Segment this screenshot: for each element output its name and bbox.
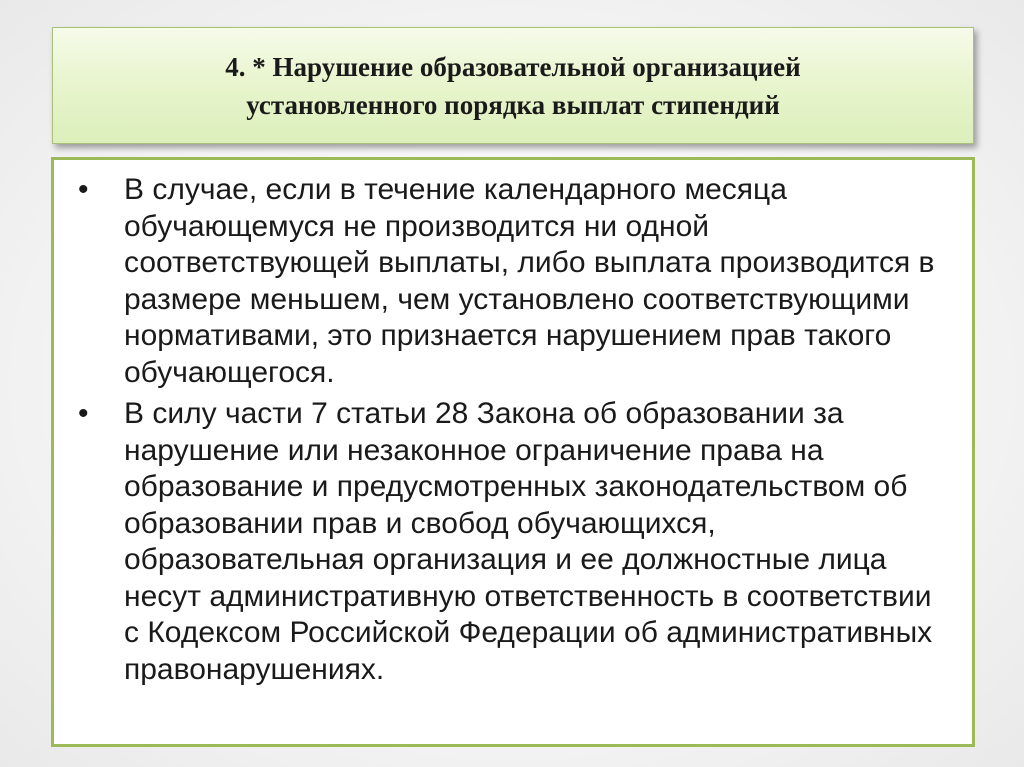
bullet-text-2: В силу части 7 статьи 28 Закона об образовании за нарушение или незаконное ограничение права на образование и предусмотренных законодательством об образовании прав и свобод обучающихся, образовательная организация и ее должностные лица несут административную ответственность в соответствии с Кодексом Российской Федерации об административных правонарушениях. (124, 397, 933, 686)
bullet-icon: • (78, 397, 89, 430)
bullet-item-2 (78, 396, 944, 688)
bullet-list (78, 172, 944, 688)
bullet-icon: • (78, 173, 89, 206)
slide-title-box (52, 27, 974, 144)
slide-title-line-2: установленного порядка выплат стипендий (246, 89, 780, 120)
bullet-text-1: В случае, если в течение календарного месяца обучающемуся не производится ни одной соответствующей выплаты, либо выплата производится в размере меньшем, чем установлено соответствующими нормативами, это признается нарушением прав такого обучающегося. (124, 173, 935, 389)
slide-title (205, 48, 820, 124)
bullet-item-1 (78, 172, 944, 391)
slide-content-box (51, 157, 975, 747)
slide-title-line-1: 4. * Нарушение образовательной организацией (225, 51, 801, 82)
